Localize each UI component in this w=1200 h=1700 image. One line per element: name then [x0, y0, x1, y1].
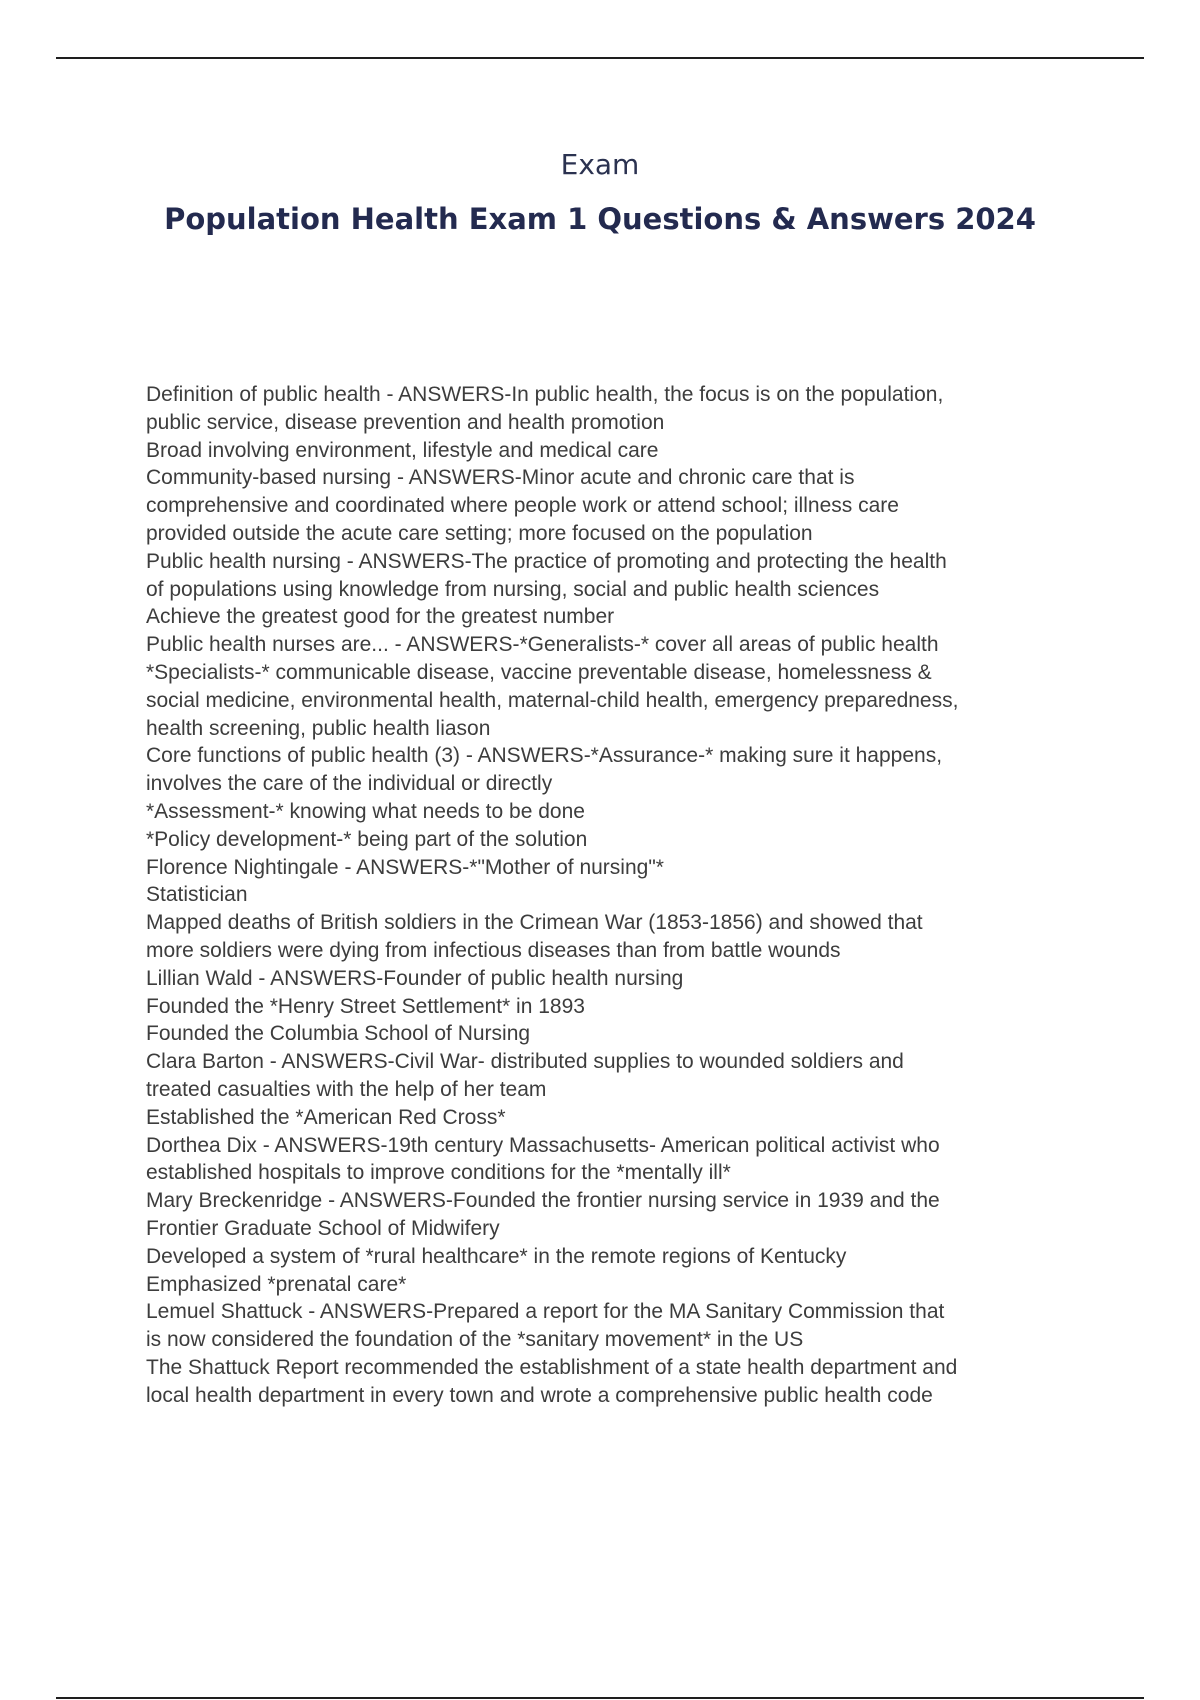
- text-line: Founded the *Henry Street Settlement* in 1893: [146, 994, 585, 1018]
- text-line: involves the care of the individual or directly: [146, 772, 553, 796]
- text-line: Mapped deaths of British soldiers in the Crimean War (1853-1856) and showed that: [146, 911, 923, 935]
- text-line: local health department in every town and wrote a comprehensive public health code: [146, 1383, 933, 1407]
- text-line: *Policy development-* being part of the solution: [146, 827, 588, 851]
- text-line: Broad involving environment, lifestyle and medical care: [146, 438, 659, 462]
- text-line: Lillian Wald - ANSWERS-Founder of public health nursing: [146, 966, 684, 990]
- text-line: comprehensive and coordinated where people work or attend school; illness care: [146, 494, 899, 518]
- text-line: public service, disease prevention and health promotion: [146, 410, 665, 434]
- text-line: health screening, public health liason: [146, 716, 491, 740]
- text-line: Frontier Graduate School of Midwifery: [146, 1216, 500, 1240]
- text-line: Core functions of public health (3) - ANSWERS-*Assurance-* making sure it happens,: [146, 744, 943, 768]
- text-line: The Shattuck Report recommended the establishment of a state health department and: [146, 1355, 958, 1379]
- text-line: Community-based nursing - ANSWERS-Minor acute and chronic care that is: [146, 466, 855, 490]
- text-line: Statistician: [146, 883, 248, 907]
- text-line: *Assessment-* knowing what needs to be done: [146, 799, 585, 823]
- text-line: Florence Nightingale - ANSWERS-*"Mother of nursing"*: [146, 855, 664, 879]
- text-line: Clara Barton - ANSWERS-Civil War- distributed supplies to wounded soldiers and: [146, 1050, 904, 1074]
- text-line: of populations using knowledge from nursing, social and public health sciences: [146, 577, 880, 601]
- text-line: Mary Breckenridge - ANSWERS-Founded the frontier nursing service in 1939 and the: [146, 1189, 940, 1213]
- footer-divider: [56, 1697, 1144, 1699]
- document-body: [146, 381, 1106, 1409]
- text-line: Dorthea Dix - ANSWERS-19th century Massachusetts- American political activist who: [146, 1133, 940, 1157]
- text-line: Established the *American Red Cross*: [146, 1105, 506, 1129]
- text-line: Definition of public health - ANSWERS-In public health, the focus is on the population,: [146, 383, 944, 406]
- text-line: *Specialists-* communicable disease, vaccine preventable disease, homelessness &: [146, 660, 932, 684]
- text-line: provided outside the acute care setting; more focused on the population: [146, 521, 813, 545]
- text-line: treated casualties with the help of her team: [146, 1077, 547, 1101]
- document-title: Population Health Exam 1 Questions & Answers 2024: [164, 202, 1036, 236]
- text-line: Achieve the greatest good for the greatest number: [146, 605, 615, 629]
- text-line: Developed a system of *rural healthcare* in the remote regions of Kentucky: [146, 1244, 847, 1268]
- text-line: established hospitals to improve conditions for the *mentally ill*: [146, 1161, 731, 1185]
- text-line: Public health nursing - ANSWERS-The practice of promoting and protecting the health: [146, 549, 947, 573]
- text-line: is now considered the foundation of the *sanitary movement* in the US: [146, 1328, 804, 1352]
- text-line: Public health nurses are... - ANSWERS-*Generalists-* cover all areas of public health: [146, 633, 939, 657]
- text-line: more soldiers were dying from infectious diseases than from battle wounds: [146, 938, 841, 962]
- text-line: social medicine, environmental health, maternal-child health, emergency preparedness,: [146, 688, 959, 712]
- header-divider: [56, 57, 1144, 59]
- text-line: Lemuel Shattuck - ANSWERS-Prepared a report for the MA Sanitary Commission that: [146, 1300, 945, 1324]
- text-line: Emphasized *prenatal care*: [146, 1272, 407, 1296]
- text-line: Founded the Columbia School of Nursing: [146, 1022, 531, 1046]
- document-kind-label: Exam: [560, 148, 640, 181]
